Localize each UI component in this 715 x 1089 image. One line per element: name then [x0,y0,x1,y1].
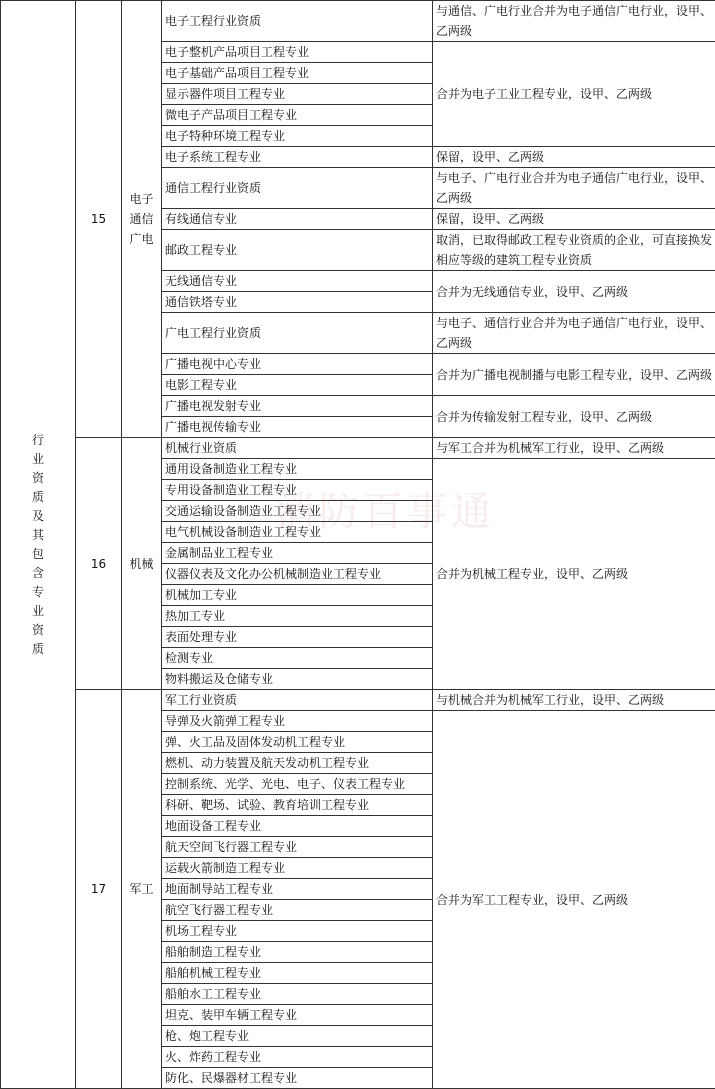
qualification-item: 电子系统工程专业 [162,147,433,168]
group-name: 机械 [122,438,162,690]
qualification-item: 广播电视发射专业 [162,396,433,417]
qualification-item: 船舶机械工程专业 [162,963,433,984]
qualification-item: 科研、靶场、试验、教育培训工程专业 [162,795,433,816]
qualification-item: 火、炸药工程专业 [162,1047,433,1068]
qualification-item: 枪、炮工程专业 [162,1026,433,1047]
qualification-item: 控制系统、光学、光电、电子、仪表工程专业 [162,774,433,795]
category-cell: 行 业 资 质 及 其 包 含 专 业 资 质 [1,1,76,1089]
qualification-item: 导弹及火箭弹工程专业 [162,711,433,732]
table-row [1,690,715,711]
watermark: 消防百事通 [275,480,495,537]
merge-note: 合并为无线通信专业，设甲、乙两级 [433,271,715,313]
qualification-item: 专用设备制造业工程专业 [162,480,433,501]
qualification-item: 物料搬运及仓储专业 [162,669,433,690]
merge-note: 合并为军工工程专业，设甲、乙两级 [433,711,715,1089]
group-number: 15 [76,1,122,438]
merge-note: 合并为机械工程专业，设甲、乙两级 [433,459,715,690]
table-row [1,438,715,459]
qualification-item: 军工行业资质 [162,690,433,711]
merge-note: 保留，设甲、乙两级 [433,209,715,230]
qualification-item: 航空飞行器工程专业 [162,900,433,921]
qualification-item: 地面设备工程专业 [162,816,433,837]
qualification-item: 弹、火工品及固体发动机工程专业 [162,732,433,753]
group-name: 电子 通信 广电 [122,1,162,438]
qualification-item: 运载火箭制造工程专业 [162,858,433,879]
qualification-item: 显示器件项目工程专业 [162,84,433,105]
qualification-item: 表面处理专业 [162,627,433,648]
merge-note: 保留，设甲、乙两级 [433,147,715,168]
qualification-item: 电子整机产品项目工程专业 [162,42,433,63]
merge-note: 合并为广播电视制播与电影工程专业，设甲、乙两级 [433,354,715,396]
qualification-item: 广播电视中心专业 [162,354,433,375]
qualification-item: 广播电视传输专业 [162,417,433,438]
qualification-item: 坦克、装甲车辆工程专业 [162,1005,433,1026]
qualification-item: 船舶水工工程专业 [162,984,433,1005]
table-row [1,1,715,42]
qualification-item: 电气机械设备制造业工程专业 [162,522,433,543]
qualification-item: 通信铁塔专业 [162,292,433,313]
group-number: 17 [76,690,122,1089]
merge-note: 与军工合并为机械军工行业，设甲、乙两级 [433,438,715,459]
merge-note: 合并为传输发射工程专业，设甲、乙两级 [433,396,715,438]
qualification-item: 电子工程行业资质 [162,1,433,42]
merge-note: 与机械合并为机械军工行业，设甲、乙两级 [433,690,715,711]
qualification-item: 仪器仪表及文化办公机械制造业工程专业 [162,564,433,585]
qualification-item: 地面制导站工程专业 [162,879,433,900]
merge-note: 与电子、广电行业合并为电子通信广电行业，设甲、乙两级 [433,168,715,209]
qualification-item: 热加工专业 [162,606,433,627]
qualification-item: 航天空间飞行器工程专业 [162,837,433,858]
qualification-item: 电子基础产品项目工程专业 [162,63,433,84]
qualification-item: 机械加工专业 [162,585,433,606]
qualification-item: 船舶制造工程专业 [162,942,433,963]
qualification-item: 交通运输设备制造业工程专业 [162,501,433,522]
qualification-item: 电子特种环境工程专业 [162,126,433,147]
qualification-item: 防化、民爆器材工程专业 [162,1068,433,1089]
qualification-item: 微电子产品项目工程专业 [162,105,433,126]
qualification-item: 燃机、动力装置及航天发动机工程专业 [162,753,433,774]
qualification-item: 机场工程专业 [162,921,433,942]
qualification-item: 无线通信专业 [162,271,433,292]
group-name: 军工 [122,690,162,1089]
qualification-item: 通信工程行业资质 [162,168,433,209]
qualification-item: 电影工程专业 [162,375,433,396]
qualification-item: 邮政工程专业 [162,230,433,271]
qualification-item: 金属制品业工程专业 [162,543,433,564]
qualification-item: 有线通信专业 [162,209,433,230]
qualification-item: 广电工程行业资质 [162,313,433,354]
merge-note: 取消，已取得邮政工程专业资质的企业，可直接换发相应等级的建筑工程专业资质 [433,230,715,271]
merge-note: 与电子、通信行业合并为电子通信广电行业，设甲、乙两级 [433,313,715,354]
merge-note: 合并为电子工业工程专业，设甲、乙两级 [433,42,715,147]
qualification-item: 通用设备制造业工程专业 [162,459,433,480]
group-number: 16 [76,438,122,690]
merge-note: 与通信、广电行业合并为电子通信广电行业，设甲、乙两级 [433,1,715,42]
qualification-item: 机械行业资质 [162,438,433,459]
qualification-item: 检测专业 [162,648,433,669]
